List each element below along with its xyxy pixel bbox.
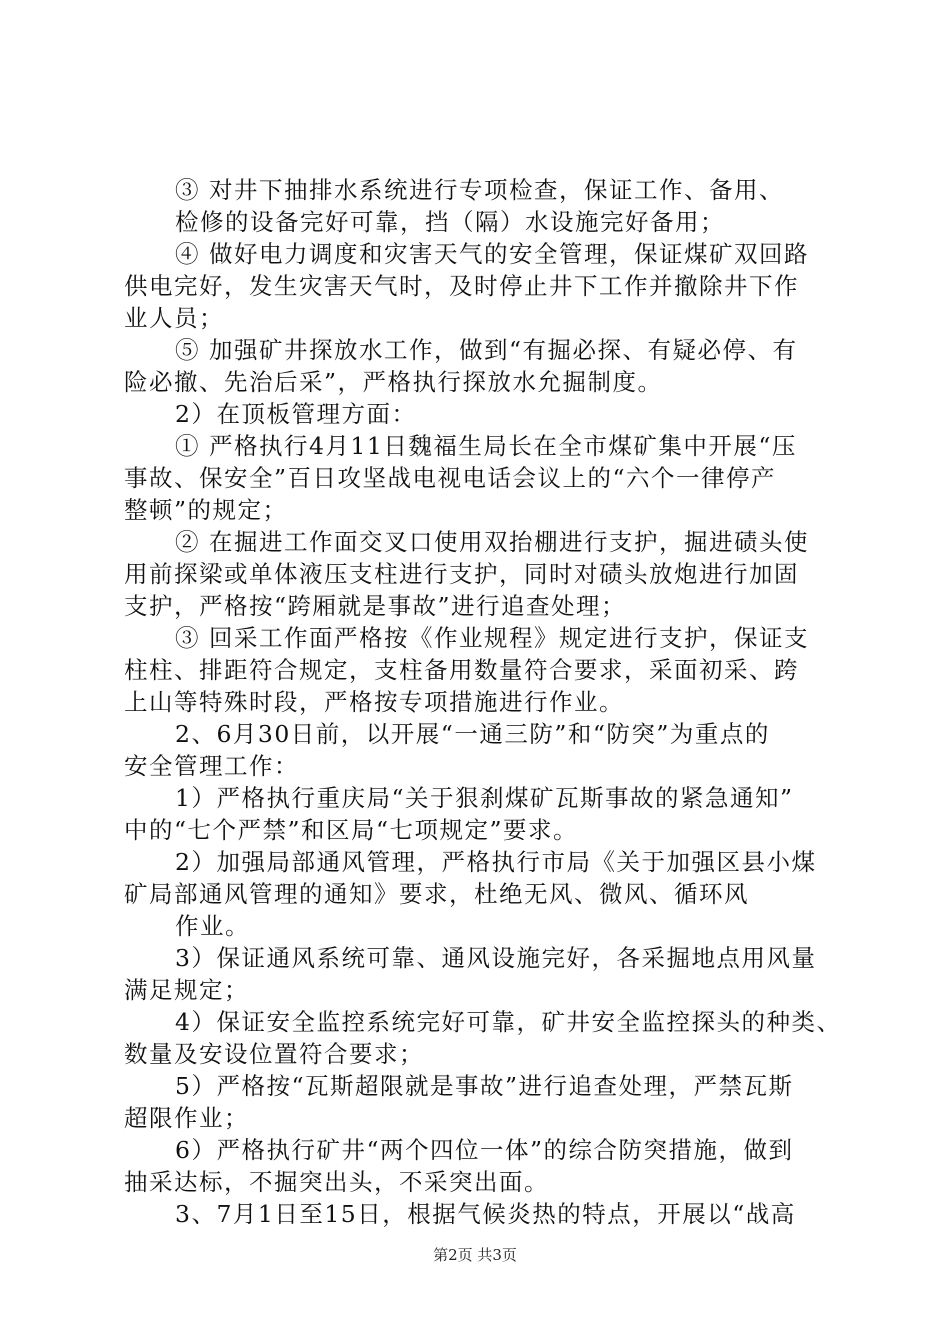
- text-line: 矿局部通风管理的通知》要求，杜绝无风、微风、循环风: [124, 880, 749, 908]
- text-line: ② 在掘进工作面交叉口使用双抬棚进行支护，掘进碛头使: [175, 528, 809, 556]
- text-line: 用前探梁或单体液压支柱进行支护，同时对碛头放炮进行加固: [124, 560, 799, 588]
- text-line: 超限作业；: [124, 1104, 249, 1132]
- text-line: 检修的设备完好可靠，挡（隔）水设施完好备用；: [175, 208, 725, 236]
- text-line: 中的“七个严禁”和区局“七项规定”要求。: [124, 816, 579, 844]
- text-line: 事故、保安全”百日攻坚战电视电话会议上的“六个一律停产: [124, 464, 777, 492]
- text-line: 3、7月1日至15日，根据气候炎热的特点，开展以“战高: [175, 1200, 796, 1228]
- text-line: 柱柱、排距符合规定，支柱备用数量符合要求，采面初采、跨: [124, 656, 799, 684]
- text-line: 险必撤、先治后采”，严格执行探放水允掘制度。: [124, 368, 663, 396]
- text-line: ④ 做好电力调度和灾害天气的安全管理，保证煤矿双回路: [175, 240, 809, 268]
- text-line: 整顿”的规定；: [124, 496, 288, 524]
- text-line: 2）加强局部通风管理，严格执行市局《关于加强区县小煤: [175, 848, 817, 876]
- text-line: 4）保证安全监控系统完好可靠，矿井安全监控探头的种类、: [175, 1008, 842, 1036]
- text-line: 业人员；: [124, 304, 224, 332]
- text-line: 安全管理工作：: [124, 752, 299, 780]
- text-line: 抽采达标，不掘突出头，不采突出面。: [124, 1168, 549, 1196]
- text-line: ⑤ 加强矿井探放水工作，做到“有掘必探、有疑必停、有: [175, 336, 798, 364]
- text-line: ① 严格执行4月11日魏福生局长在全市煤矿集中开展“压: [175, 432, 797, 460]
- text-line: 作业。: [175, 912, 250, 940]
- text-line: 3）保证通风系统可靠、通风设施完好，各采掘地点用风量: [175, 944, 817, 972]
- page-number-footer: 第2页 共3页: [433, 1246, 517, 1264]
- text-line: 1）严格执行重庆局“关于狠刹煤矿瓦斯事故的紧急通知”: [175, 784, 794, 812]
- text-line: 数量及安设位置符合要求；: [124, 1040, 424, 1068]
- text-line: 供电完好，发生灾害天气时，及时停止井下工作并撤除井下作: [124, 272, 799, 300]
- text-line: 2）在顶板管理方面：: [175, 400, 417, 428]
- text-line: 6）严格执行矿井“两个四位一体”的综合防突措施，做到: [175, 1136, 794, 1164]
- text-line: 满足规定；: [124, 976, 249, 1004]
- text-line: 2、6月30日前，以开展“一通三防”和“防突”为重点的: [175, 720, 770, 748]
- text-line: ③ 对井下抽排水系统进行专项检查，保证工作、备用、: [175, 176, 784, 204]
- text-line: 支护，严格按“跨厢就是事故”进行追查处理；: [124, 592, 627, 620]
- text-line: 5）严格按“瓦斯超限就是事故”进行追查处理，严禁瓦斯: [175, 1072, 794, 1100]
- text-line: ③ 回采工作面严格按《作业规程》规定进行支护，保证支: [175, 624, 809, 652]
- text-line: 上山等特殊时段，严格按专项措施进行作业。: [124, 688, 624, 716]
